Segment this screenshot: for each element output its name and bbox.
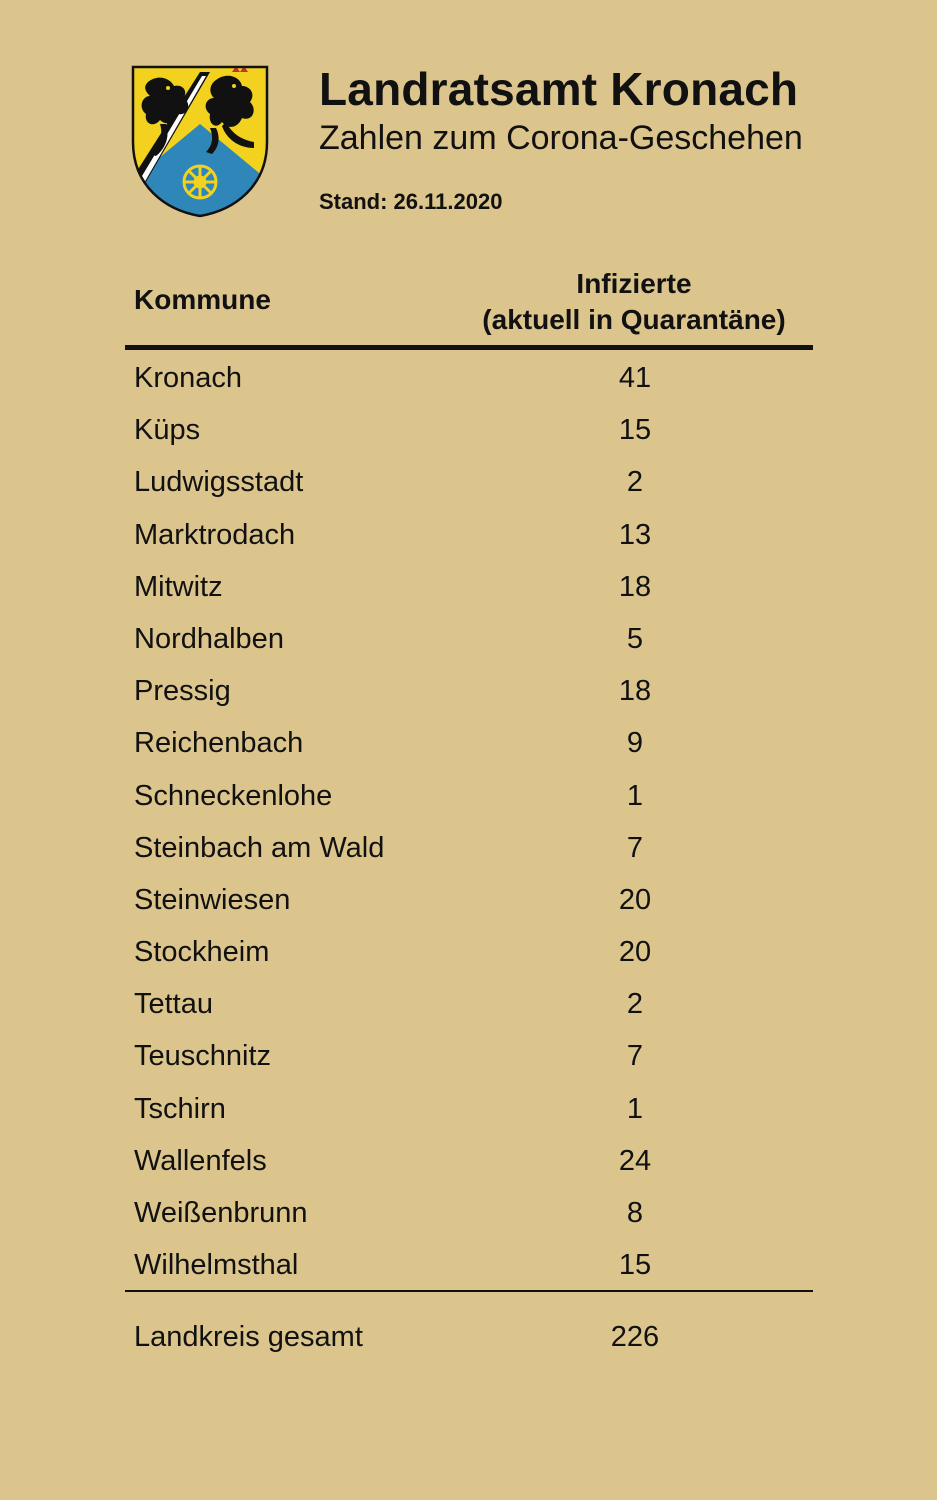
table-row — [0, 1030, 937, 1082]
row-name: Kronach — [134, 362, 243, 394]
table-row — [0, 717, 937, 769]
row-name: Pressig — [134, 675, 231, 708]
row-name: Steinbach am Wald — [134, 831, 385, 864]
row-value: 13 — [618, 518, 652, 551]
table-row — [0, 404, 937, 456]
row-value: 7 — [626, 1040, 644, 1073]
table-row — [0, 456, 937, 508]
table-row — [0, 770, 937, 822]
row-name: Stockheim — [134, 936, 270, 969]
row-value: 2 — [626, 466, 644, 499]
row-name: Wallenfels — [134, 1144, 267, 1177]
row-value: 1 — [626, 1092, 644, 1125]
row-name: Marktrodach — [134, 518, 296, 551]
column-header-infizierte — [455, 266, 813, 338]
table-row — [0, 1135, 937, 1187]
row-value: 15 — [618, 1249, 652, 1282]
row-value: 7 — [626, 831, 644, 864]
table-row — [0, 978, 937, 1030]
total-divider — [125, 1290, 813, 1292]
row-value: 20 — [618, 936, 652, 969]
row-value: 15 — [618, 414, 652, 447]
row-name: Schneckenlohe — [134, 779, 333, 812]
row-name: Tettau — [134, 988, 213, 1021]
page-title: Landratsamt Kronach — [319, 63, 799, 115]
column-header-infizierte-line2: (aktuell in Quarantäne) — [482, 304, 786, 335]
row-name: Küps — [134, 414, 201, 447]
column-header-infizierte-line1: Infizierte — [576, 268, 692, 299]
table-body — [0, 352, 937, 1291]
table-row — [0, 1187, 937, 1239]
table-row — [0, 613, 937, 665]
row-name: Tschirn — [134, 1092, 226, 1125]
row-value: 9 — [626, 727, 644, 760]
row-name: Steinwiesen — [134, 883, 291, 916]
total-label: Landkreis gesamt — [134, 1321, 363, 1353]
row-name: Teuschnitz — [134, 1040, 272, 1073]
row-value: 1 — [626, 779, 644, 812]
row-value: 5 — [626, 622, 644, 655]
row-name: Reichenbach — [134, 727, 304, 760]
table-row — [0, 509, 937, 561]
header-divider — [125, 345, 813, 350]
row-name: Ludwigsstadt — [134, 466, 304, 499]
row-name: Nordhalben — [134, 622, 284, 655]
row-value: 24 — [618, 1144, 652, 1177]
row-value: 41 — [618, 362, 652, 394]
table-row — [0, 665, 937, 717]
page-subtitle: Zahlen zum Corona-Geschehen — [319, 119, 803, 157]
date-stamp: Stand: 26.11.2020 — [319, 189, 503, 214]
table-row — [0, 1083, 937, 1135]
row-value: 18 — [618, 675, 652, 708]
table-row — [0, 926, 937, 978]
table-row — [0, 1239, 937, 1291]
row-name: Mitwitz — [134, 570, 223, 603]
column-header-kommune: Kommune — [134, 284, 271, 315]
row-value: 18 — [618, 570, 652, 603]
row-value: 2 — [626, 988, 644, 1021]
coat-of-arms-icon — [130, 64, 270, 218]
row-name: Weißenbrunn — [134, 1197, 308, 1229]
row-value: 8 — [626, 1197, 644, 1229]
total-value: 226 — [610, 1321, 660, 1353]
row-value: 20 — [618, 883, 652, 916]
row-name: Wilhelmsthal — [134, 1249, 299, 1282]
table-row — [0, 874, 937, 926]
table-row — [0, 352, 937, 404]
table-row — [0, 822, 937, 874]
table-row — [0, 561, 937, 613]
